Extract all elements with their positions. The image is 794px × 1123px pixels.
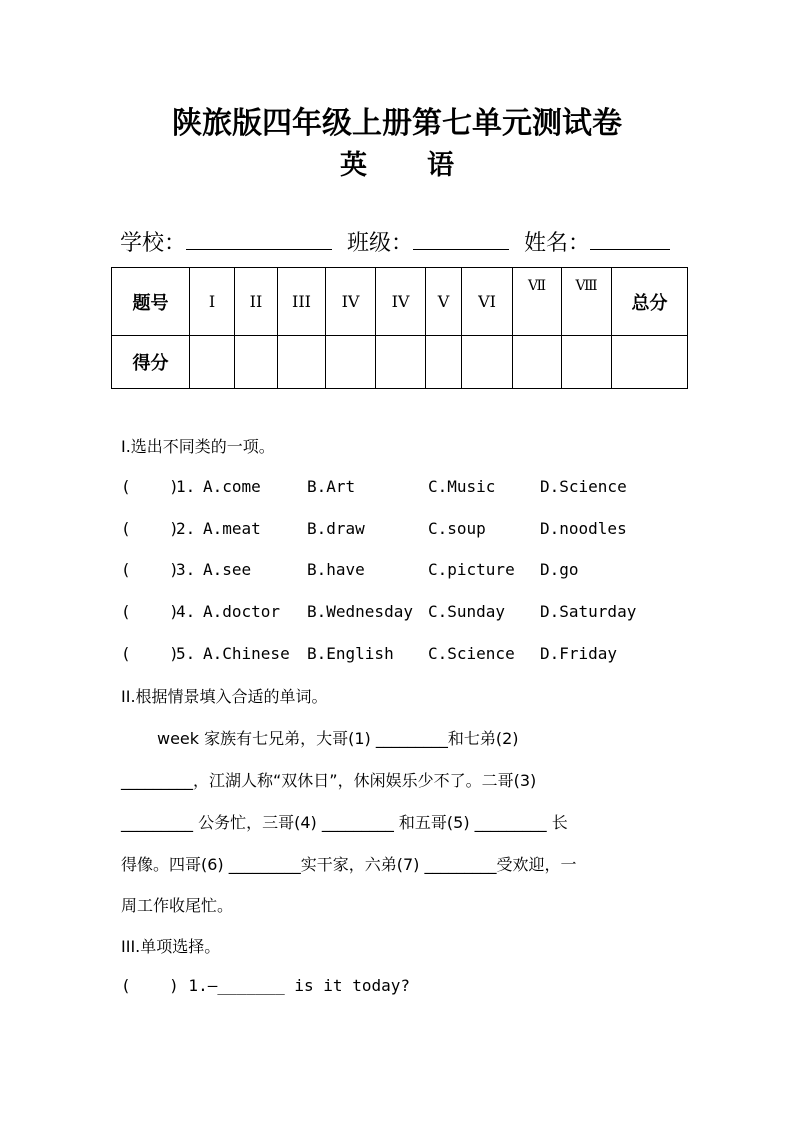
section2-passage-line: _________，江湖人称“双休日”，休闲娱乐少不了。二哥(3) xyxy=(121,771,537,790)
subject-title xyxy=(0,143,794,182)
section2-passage-line: 得像。四哥(6) _________实干家，六弟(7) _________受欢迎，一 xyxy=(121,855,577,874)
class-label: 班级： xyxy=(347,231,414,256)
option-c: C.picture xyxy=(428,560,515,579)
section3-heading: III.单项选择。 xyxy=(121,937,221,956)
score-table-header-row xyxy=(112,268,688,336)
col-8: Ⅶ xyxy=(513,268,562,336)
score-cell[interactable] xyxy=(612,336,688,389)
student-info-line xyxy=(120,226,670,257)
col-3: III xyxy=(278,268,326,336)
answer-paren[interactable]: ( ) xyxy=(121,477,179,496)
option-b: B.draw xyxy=(307,519,365,538)
section2-passage-line: week 家族有七兄弟，大哥(1) _________和七弟(2) xyxy=(157,729,519,748)
answer-paren[interactable]: ( ) xyxy=(121,560,179,579)
score-cell[interactable] xyxy=(235,336,278,389)
score-cell[interactable] xyxy=(426,336,462,389)
option-c: C.soup xyxy=(428,519,486,538)
school-blank[interactable] xyxy=(186,227,332,250)
option-a: A.doctor xyxy=(203,602,281,621)
col-9: Ⅷ xyxy=(562,268,612,336)
col-2: II xyxy=(235,268,278,336)
option-a: A.Chinese xyxy=(203,644,290,663)
answer-paren[interactable]: ( ) xyxy=(121,644,179,663)
name-blank[interactable] xyxy=(590,227,670,250)
school-label: 学校： xyxy=(120,231,187,256)
score-cell[interactable] xyxy=(462,336,513,389)
question-number: 1. xyxy=(176,477,196,496)
row-label-score: 得分 xyxy=(112,336,190,389)
col-1: I xyxy=(190,268,235,336)
option-d: D.Science xyxy=(540,477,627,496)
section1-heading: I.选出不同类的一项。 xyxy=(121,437,275,456)
option-c: C.Science xyxy=(428,644,515,663)
score-table xyxy=(111,267,688,389)
score-cell[interactable] xyxy=(278,336,326,389)
section2-passage-line: 周工作收尾忙。 xyxy=(121,896,234,915)
question-number: 5. xyxy=(176,644,196,663)
col-6: V xyxy=(426,268,462,336)
section2-passage-line: _________ 公务忙，三哥(4) _________ 和五哥(5) _________ 长 xyxy=(121,813,568,832)
option-b: B.have xyxy=(307,560,365,579)
score-cell[interactable] xyxy=(326,336,376,389)
subject-char-1: 英 xyxy=(340,150,367,181)
col-total: 总分 xyxy=(612,268,688,336)
answer-paren[interactable]: ( ) xyxy=(121,602,179,621)
exam-title: 陕旅版四年级上册第七单元测试卷 xyxy=(172,106,622,141)
option-d: D.Saturday xyxy=(540,602,637,621)
option-b: B.English xyxy=(307,644,394,663)
col-5: IV xyxy=(376,268,426,336)
question-number: 3. xyxy=(176,560,196,579)
option-b: B.Wednesday xyxy=(307,602,413,621)
option-d: D.Friday xyxy=(540,644,618,663)
question-number: 2. xyxy=(176,519,196,538)
question-number: 4. xyxy=(176,602,196,621)
option-d: D.noodles xyxy=(540,519,627,538)
col-4: IV xyxy=(326,268,376,336)
name-label: 姓名： xyxy=(524,231,591,256)
subject-char-2: 语 xyxy=(427,150,454,181)
section3-question: ( ) 1.—_______ is it today? xyxy=(121,976,410,995)
score-cell[interactable] xyxy=(513,336,562,389)
option-c: C.Sunday xyxy=(428,602,506,621)
answer-paren[interactable]: ( ) xyxy=(121,519,179,538)
score-table-score-row xyxy=(112,336,688,389)
col-7: VI xyxy=(462,268,513,336)
option-a: A.come xyxy=(203,477,261,496)
option-a: A.meat xyxy=(203,519,261,538)
option-a: A.see xyxy=(203,560,252,579)
section2-heading: II.根据情景填入合适的单词。 xyxy=(121,687,328,706)
option-b: B.Art xyxy=(307,477,356,496)
row-label-question: 题号 xyxy=(112,268,190,336)
option-c: C.Music xyxy=(428,477,496,496)
option-d: D.go xyxy=(540,560,579,579)
score-cell[interactable] xyxy=(190,336,235,389)
score-cell[interactable] xyxy=(376,336,426,389)
class-blank[interactable] xyxy=(413,227,509,250)
score-cell[interactable] xyxy=(562,336,612,389)
